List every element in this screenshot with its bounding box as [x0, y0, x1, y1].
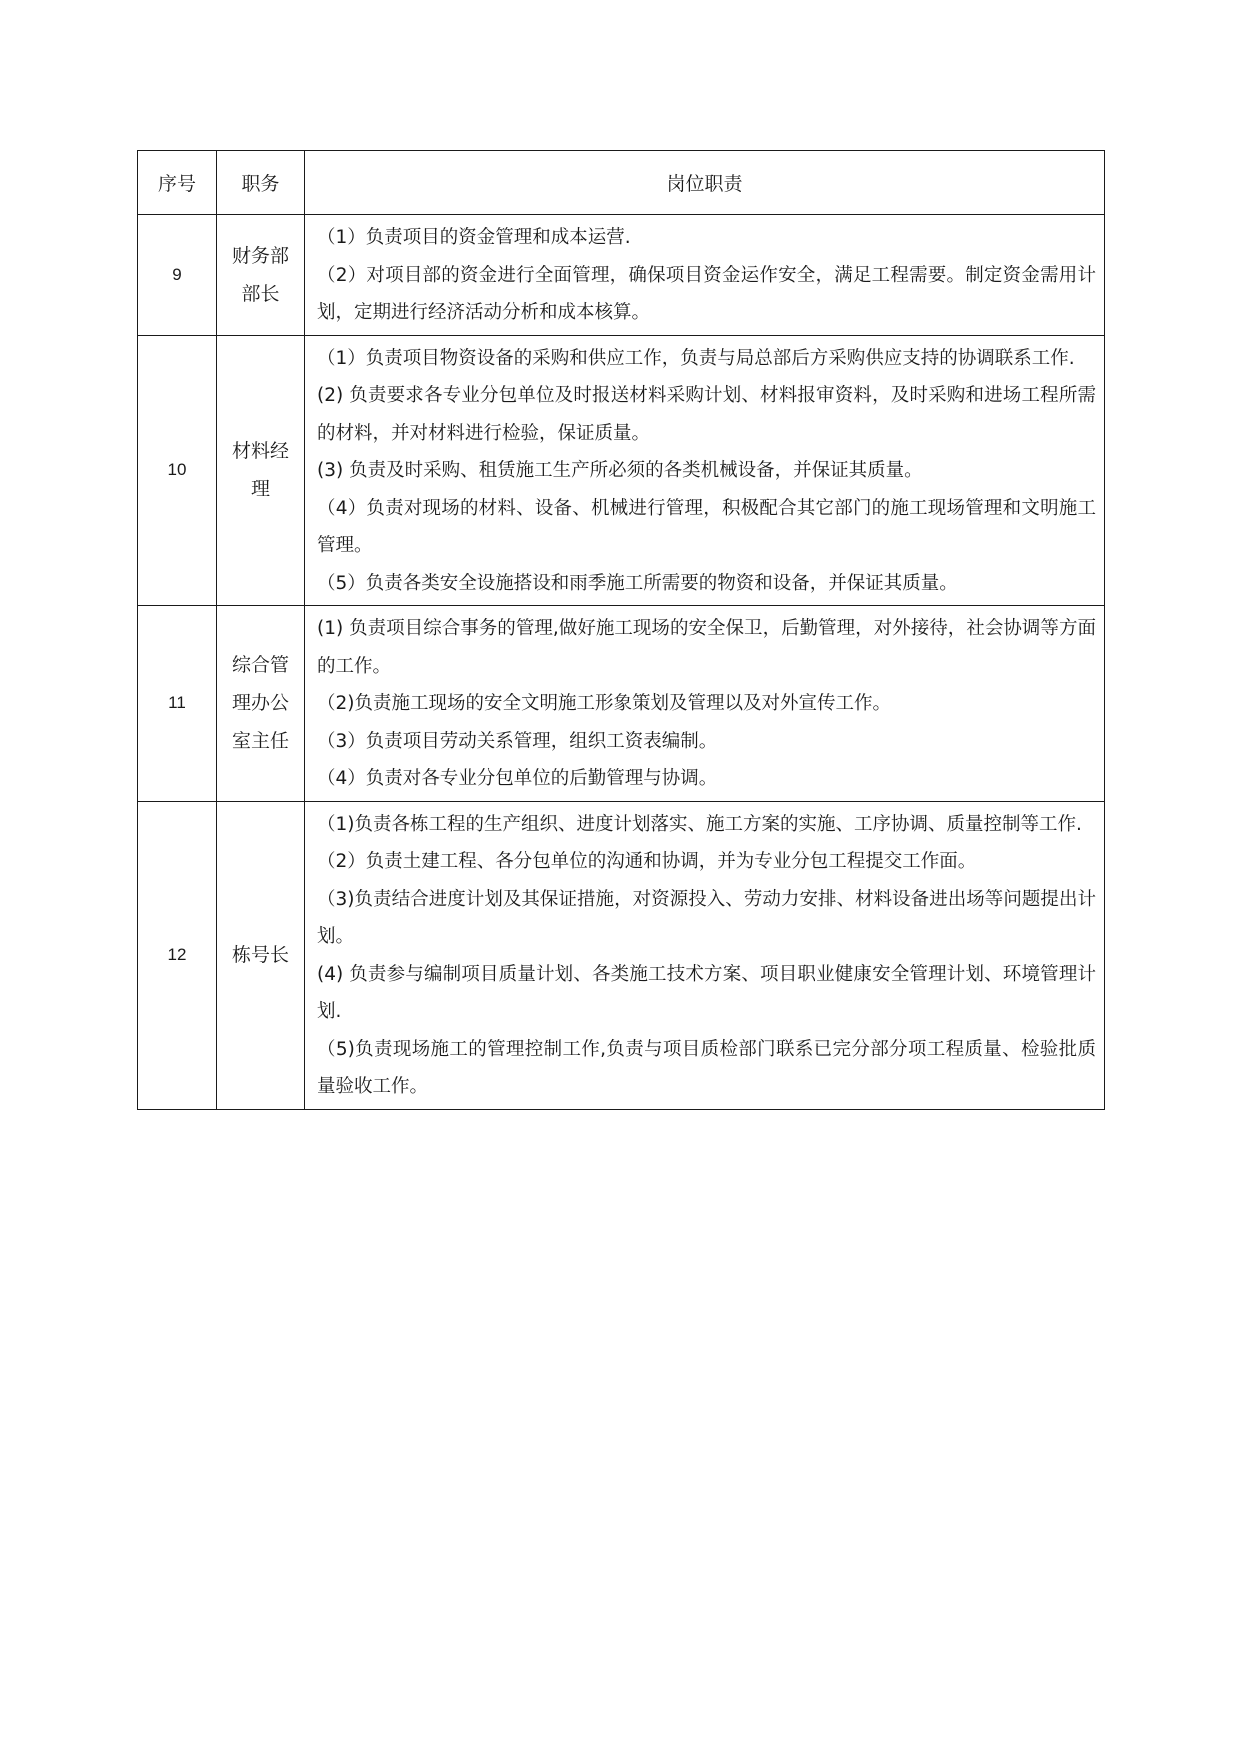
- row-duties: [305, 606, 1105, 802]
- header-position: 职务: [217, 151, 305, 215]
- row-serial-number: 12: [138, 801, 217, 1109]
- table-row: [138, 801, 1105, 1109]
- duty-item: (1) 负责项目综合事务的管理,做好施工现场的安全保卫，后勤管理，对外接待，社会协调等方面的工作。: [317, 618, 1096, 677]
- job-duties-table: [137, 150, 1105, 1110]
- row-position: 财务部部长: [217, 215, 305, 336]
- duty-item: （2）对项目部的资金进行全面管理，确保项目资金运作安全，满足工程需要。制定资金需用计划，定期进行经济活动分析和成本核算。: [317, 264, 1096, 323]
- duty-item: （2)负责施工现场的安全文明施工形象策划及管理以及对外宣传工作。: [317, 693, 891, 714]
- duty-item: (4) 负责参与编制项目质量计划、各类施工技术方案、项目职业健康安全管理计划、环境管理计划.: [317, 963, 1096, 1022]
- row-serial-number: 9: [138, 215, 217, 336]
- row-position: 材料经理: [217, 335, 305, 606]
- row-position: 栋号长: [217, 801, 305, 1109]
- row-serial-number: 10: [138, 335, 217, 606]
- duty-item: (2) 负责要求各专业分包单位及时报送材料采购计划、材料报审资料，及时采购和进场工程所需的材料，并对材料进行检验，保证质量。: [317, 385, 1096, 444]
- header-duties: 岗位职责: [305, 151, 1105, 215]
- duty-item: （5)负责现场施工的管理控制工作,负责与项目质检部门联系已完分部分项工程质量、检验批质量验收工作。: [317, 1038, 1096, 1097]
- row-duties: [305, 801, 1105, 1109]
- duty-item: (3) 负责及时采购、租赁施工生产所必须的各类机械设备，并保证其质量。: [317, 460, 923, 481]
- duty-item: （3)负责结合进度计划及其保证措施，对资源投入、劳动力安排、材料设备进出场等问题提出计划。: [317, 888, 1096, 947]
- row-duties: [305, 335, 1105, 606]
- duty-item: （1）负责项目的资金管理和成本运营.: [317, 227, 631, 248]
- table-row: [138, 335, 1105, 606]
- duty-item: （3）负责项目劳动关系管理，组织工资表编制。: [317, 730, 718, 752]
- table-row: [138, 606, 1105, 802]
- duty-item: （2）负责土建工程、各分包单位的沟通和协调，并为专业分包工程提交工作面。: [317, 851, 977, 872]
- duty-item: （4）负责对现场的材料、设备、机械进行管理，积极配合其它部门的施工现场管理和文明施工管理。: [317, 497, 1096, 556]
- table-row: [138, 215, 1105, 336]
- row-serial-number: 11: [138, 606, 217, 802]
- duty-item: （4）负责对各专业分包单位的后勤管理与协调。: [317, 768, 718, 789]
- duty-item: （1)负责各栋工程的生产组织、进度计划落实、施工方案的实施、工序协调、质量控制等工作.: [317, 813, 1082, 835]
- duty-item: （5）负责各类安全设施搭设和雨季施工所需要的物资和设备，并保证其质量。: [317, 572, 958, 594]
- row-position: 综合管理办公室主任: [217, 606, 305, 802]
- duty-item: （1）负责项目物资设备的采购和供应工作，负责与局总部后方采购供应支持的协调联系工作.: [317, 347, 1075, 369]
- table-header-row: [138, 151, 1105, 215]
- header-serial-number: 序号: [138, 151, 217, 215]
- row-duties: [305, 215, 1105, 336]
